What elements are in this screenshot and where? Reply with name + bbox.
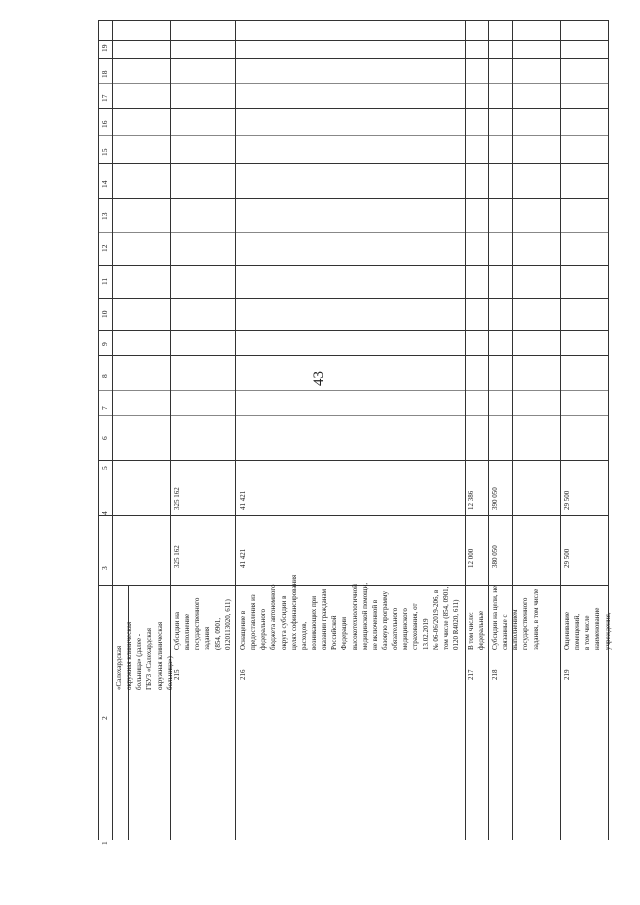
header-col-17: 17 — [100, 94, 109, 102]
row-217-num: 217 — [467, 669, 475, 680]
col-line-17-18 — [98, 83, 608, 84]
row-215-col3: 325 162 — [173, 545, 181, 568]
row-219-num: 219 — [563, 669, 571, 680]
header-col-12: 12 — [100, 244, 109, 252]
header-col-9: 9 — [100, 342, 109, 346]
header-col-6: 6 — [100, 436, 109, 440]
col-line-12-13 — [98, 232, 608, 233]
row-216-col3: 41 421 — [239, 548, 247, 568]
header-col-4: 4 — [100, 511, 109, 515]
row-line-6 — [560, 20, 561, 840]
col-line-8-9 — [98, 355, 608, 356]
header-col-10: 10 — [100, 310, 109, 318]
header-col-13: 13 — [100, 212, 109, 220]
header-col-15: 15 — [100, 148, 109, 156]
col-line-10-11 — [98, 298, 608, 299]
row-217-text: В том числе: федеральные — [467, 610, 486, 650]
row-215-text: Субсидии на выполнение государственного задания (854, 0901, 0120113020, 611) — [173, 597, 232, 650]
header-col-11: 11 — [100, 277, 109, 285]
row-218-text: Субсидии на цели, не связанные с выполнением государственного задания, в том числе — [491, 585, 540, 650]
row-216-num: 216 — [239, 669, 247, 680]
header-col-1: 1 — [100, 841, 109, 845]
col-line-7-8 — [98, 390, 608, 391]
header-col-2: 2 — [100, 716, 109, 720]
row-line-1 — [170, 20, 171, 840]
row-0-text: «Салехардская окружная клиническая больница» (далее - ГБУЗ «Салехардская окружная клиническая больница») — [115, 621, 174, 690]
row-line-2 — [235, 20, 236, 840]
col-line-13-14 — [98, 198, 608, 199]
header-col-7: 7 — [100, 406, 109, 410]
row-218-num: 218 — [491, 669, 499, 680]
row-line-3 — [465, 20, 466, 840]
col-line-11-12 — [98, 265, 608, 266]
header-col-19: 19 — [100, 44, 109, 52]
row-217-col4: 12 386 — [467, 490, 475, 510]
header-col-18: 18 — [100, 70, 109, 78]
header-row-bottom — [112, 20, 113, 840]
header-col-8: 8 — [100, 374, 109, 378]
col-line-14-15 — [98, 163, 608, 164]
header-col-14: 14 — [100, 180, 109, 188]
row-216-col4: 41 421 — [239, 490, 247, 510]
row-219-col3: 29 500 — [563, 548, 571, 568]
row-219-col4: 29 500 — [563, 490, 571, 510]
row-218-col3: 380 050 — [491, 545, 499, 568]
header-col-3: 3 — [100, 566, 109, 570]
row-line-4 — [488, 20, 489, 840]
row-218-col4: 390 050 — [491, 487, 499, 510]
col-line-18-19 — [98, 58, 608, 59]
row-216-text: Оснащение в предоставления из федерального бюджета автономного округа субсидии в целях софинансирования расходов, возникающих при оказании гражданам Российской Федерации высокотехнологичной медицинской помощи, не включенной в базовую программу обязательного медицинского страхования, от 13.02.2019 № 06-06/2019-206, в том числе (854, 0901, 0120 R4020, 611) — [239, 574, 460, 650]
row-215-num: 215 — [173, 669, 181, 680]
col-line-16-17 — [98, 108, 608, 109]
row-215-col4: 325 162 — [173, 487, 181, 510]
table-border-top — [98, 20, 608, 21]
page-number: 43 — [311, 371, 327, 386]
row-217-col3: 12 000 — [467, 548, 475, 568]
col-line-15-16 — [98, 135, 608, 136]
header-col-5: 5 — [100, 466, 109, 470]
row-219-text: Ощенивание помещений, в том числе наименование учреждения, — [563, 607, 612, 650]
header-col-16: 16 — [100, 120, 109, 128]
table-border-right — [608, 20, 609, 840]
col-line-9-10 — [98, 330, 608, 331]
row-line-5 — [512, 20, 513, 840]
header-separator — [98, 40, 608, 41]
table-border-left — [98, 20, 99, 840]
